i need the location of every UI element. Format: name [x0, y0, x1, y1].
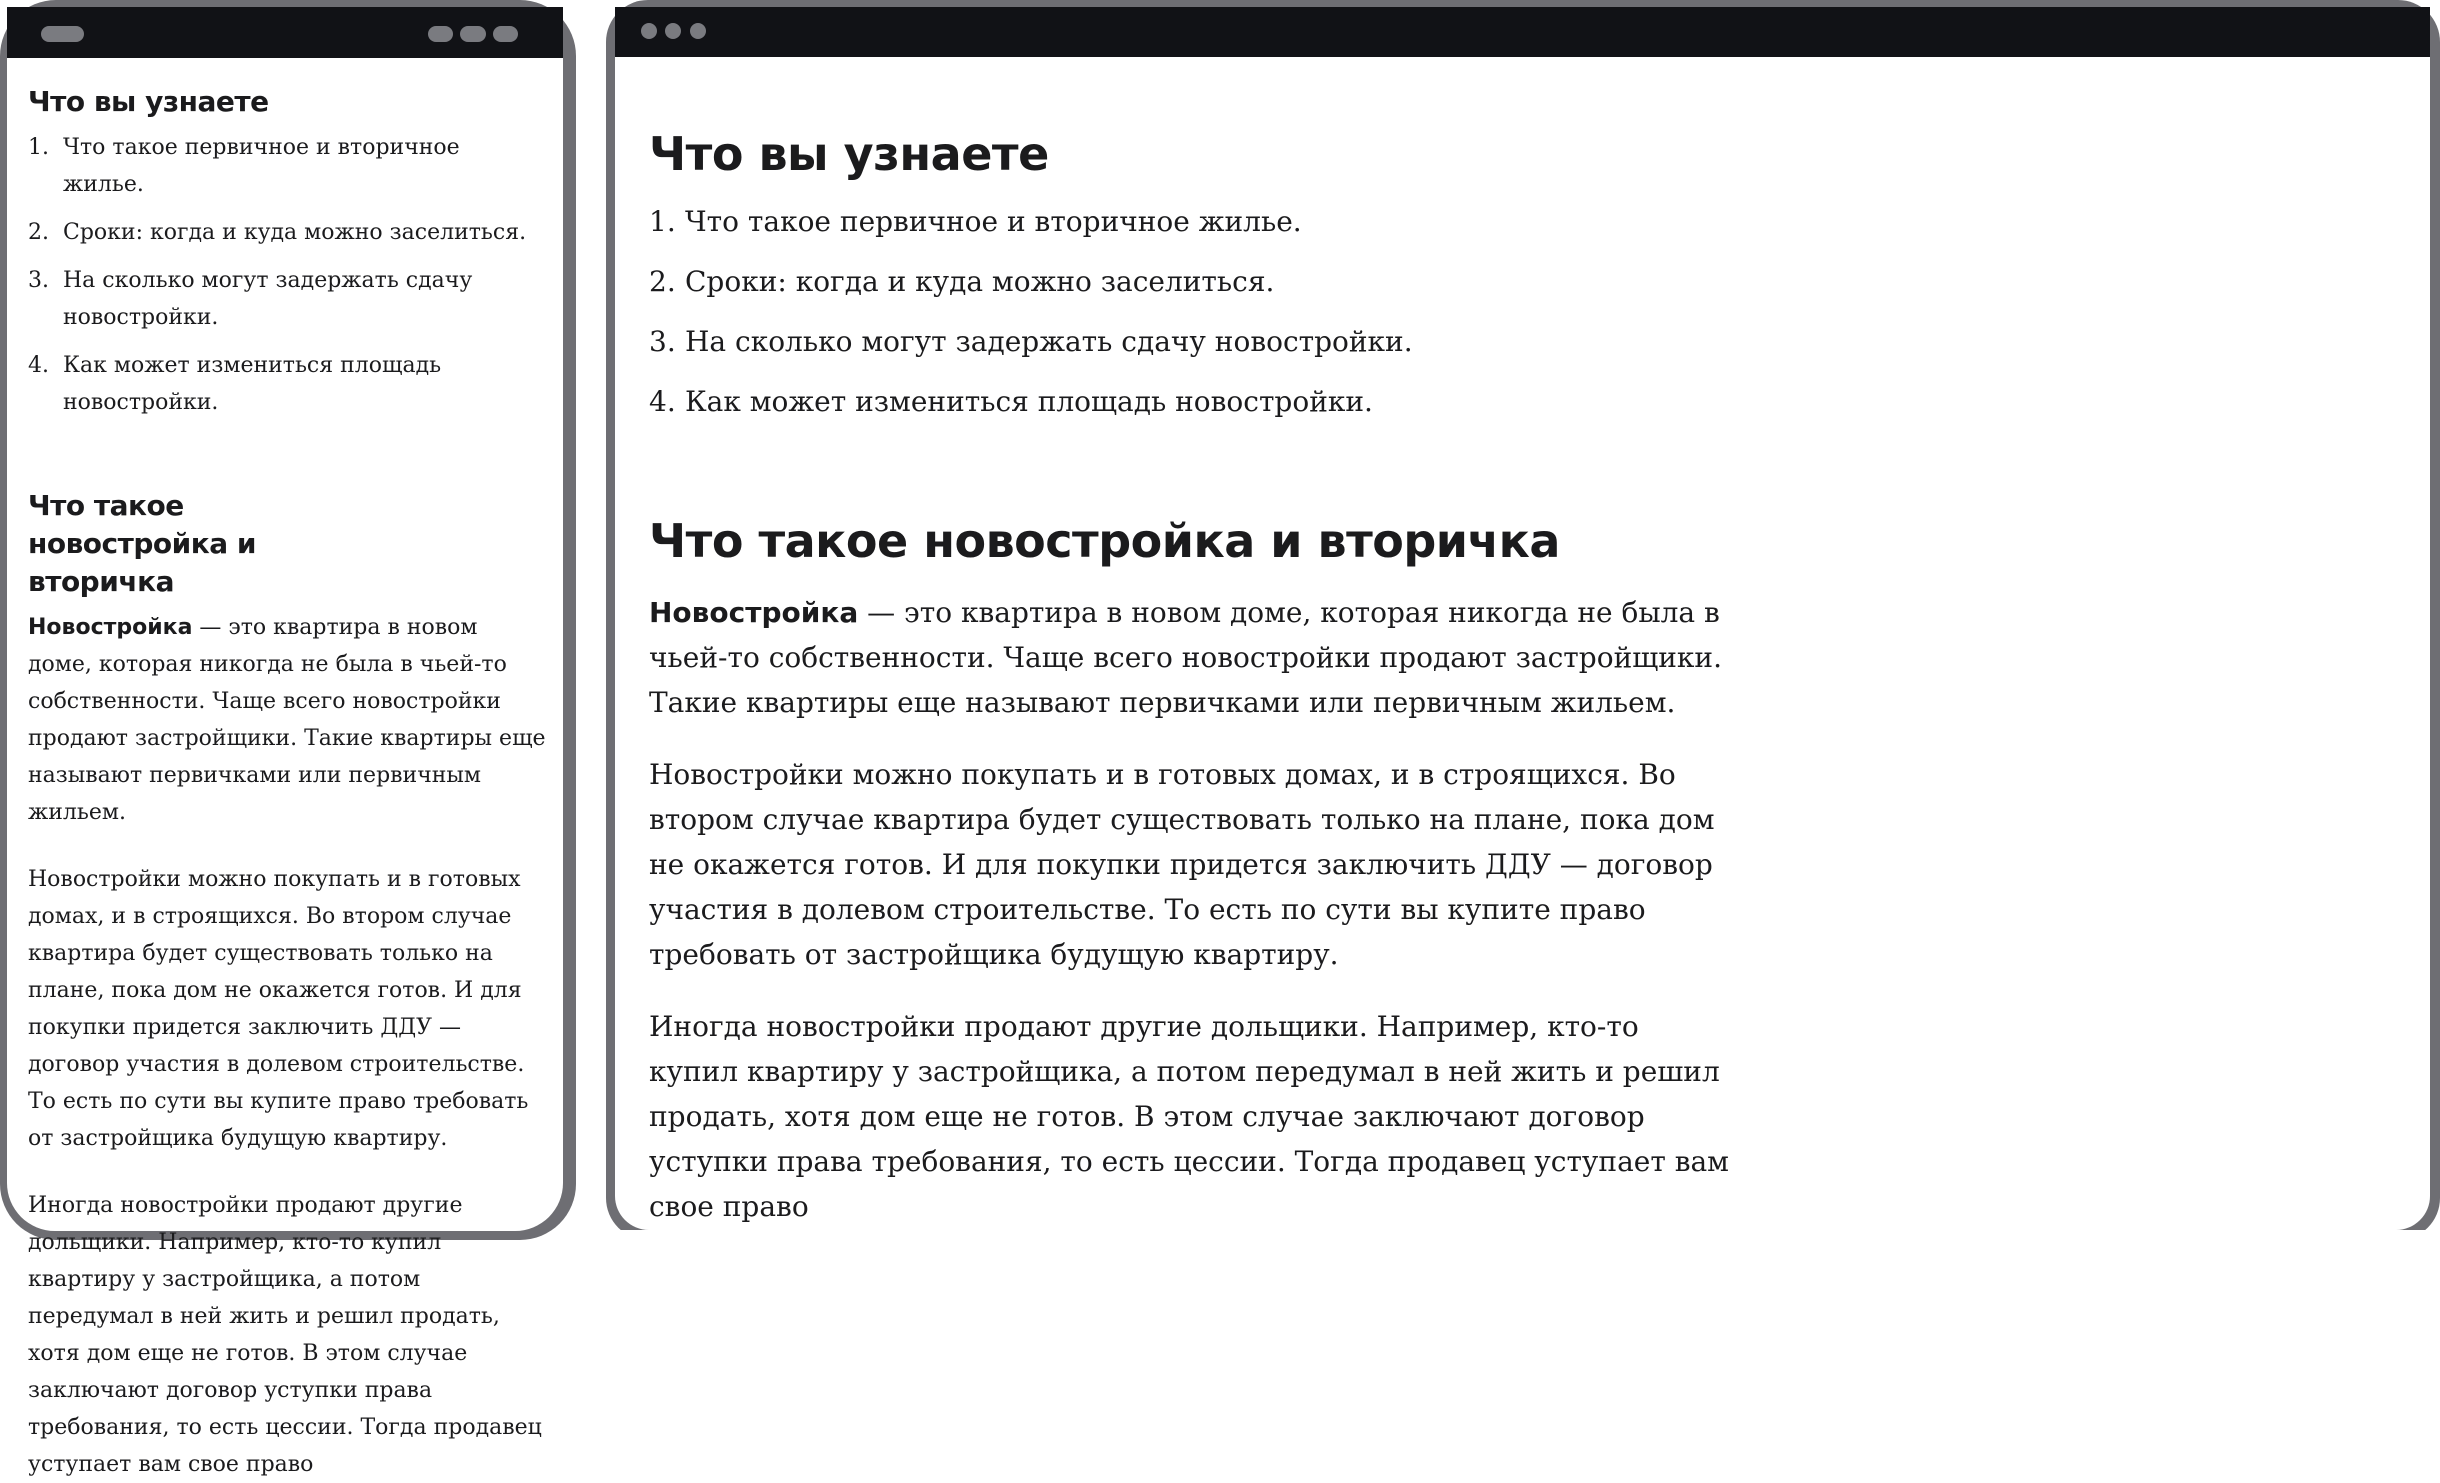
paragraph-1-text: — это квартира в новом доме, которая никогда не была в чьей-то собственности. Чаще всего новостройки продают застройщики. Такие квартиры еще называют первичками или первичным жильем.: [649, 596, 1722, 719]
bottom-mask: [606, 1230, 2440, 1240]
mobile-status-bar: [7, 7, 563, 58]
section-title: Что такое новостройка и вторичка: [28, 489, 257, 598]
paragraph-2: Новостройки можно покупать и в готовых домах, и в строящихся. Во втором случае квартира будет существовать только на плане, пока дом не окажется готов. И для покупки придется заключить ДДУ — договор участия в долевом строительстве. То есть по сути вы купите право требовать от застройщика будущую квартиру.: [28, 867, 529, 1151]
desktop-article: [649, 123, 1799, 1223]
toc-list: [649, 199, 1799, 425]
toc-item[interactable]: [649, 319, 1799, 365]
toc-item-number: 1.: [649, 205, 676, 238]
toc-item-number: 2.: [649, 265, 676, 298]
toc-item[interactable]: [649, 379, 1799, 425]
status-pill-icon: [460, 26, 486, 42]
section-title: Что такое новостройка и вторичка: [649, 514, 1560, 568]
toc-item-number: 3.: [28, 268, 49, 293]
toc-item-number: 4.: [28, 353, 49, 378]
mobile-article: [28, 83, 548, 1477]
toc-item[interactable]: [28, 214, 543, 251]
toc-item[interactable]: [28, 129, 543, 203]
window-dot-icon[interactable]: [690, 23, 706, 39]
toc-item[interactable]: [28, 262, 543, 336]
paragraph-3: Иногда новостройки продают другие дольщики. Например, кто-то купил квартиру у застройщика, а потом передумал в ней жить и решил продать, хотя дом еще не готов. В этом случае заключают договор уступки права требования, то есть цессии. Тогда продавец уступает вам свое право: [28, 1193, 542, 1477]
toc-item-text[interactable]: Сроки: когда и куда можно заселиться.: [63, 220, 527, 245]
toc-item-text[interactable]: На сколько могут задержать сдачу новостройки.: [685, 325, 1413, 358]
toc-item-text[interactable]: Сроки: когда и куда можно заселиться.: [685, 265, 1275, 298]
mobile-device-frame: [0, 0, 576, 1477]
toc-item-text[interactable]: Что такое первичное и вторичное жилье.: [685, 205, 1302, 238]
status-pill-icon: [428, 26, 453, 42]
toc-item-text[interactable]: Как может измениться площадь новостройки.: [685, 385, 1373, 418]
mobile-screen: [7, 7, 563, 1477]
toc-item-number: 2.: [28, 220, 49, 245]
toc-list: [28, 129, 548, 421]
toc-item[interactable]: [649, 199, 1799, 245]
toc-item[interactable]: [649, 259, 1799, 305]
paragraph-1: [28, 609, 548, 831]
toc-item-number: 1.: [28, 135, 49, 160]
toc-item-number: 3.: [649, 325, 676, 358]
toc-item-number: 4.: [649, 385, 676, 418]
browser-title-bar: [615, 7, 2430, 57]
window-dot-icon[interactable]: [641, 23, 657, 39]
paragraph-1: [649, 590, 1729, 725]
paragraph-3: Иногда новостройки продают другие дольщики. Например, кто-то купил квартиру у застройщика, а потом передумал в ней жить и решил продать, хотя дом еще не готов. В этом случае заключают договор уступки права требования, то есть цессии. Тогда продавец уступает вам свое право: [649, 1010, 1729, 1223]
paragraph-lead-term: Новостройка: [649, 596, 859, 629]
paragraph-1-text: — это квартира в новом доме, которая никогда не была в чьей-то собственности. Чаще всего новостройки продают застройщики. Такие квартиры еще называют первичками или первичным жильем.: [28, 615, 546, 825]
status-pill-icon: [493, 26, 518, 42]
toc-item-text[interactable]: Что такое первичное и вторичное жилье.: [63, 135, 460, 197]
window-dot-icon[interactable]: [665, 23, 681, 39]
paragraph-lead-term: Новостройка: [28, 615, 193, 640]
toc-item[interactable]: [28, 347, 543, 421]
toc-title: Что вы узнаете: [649, 127, 1049, 181]
paragraph-2: Новостройки можно покупать и в готовых домах, и в строящихся. Во втором случае квартира будет существовать только на плане, пока дом не окажется готов. И для покупки придется заключить ДДУ — договор участия в долевом строительстве. То есть по сути вы купите право требовать от застройщика будущую квартиру.: [649, 758, 1715, 971]
toc-item-text[interactable]: Как может измениться площадь новостройки.: [63, 353, 442, 415]
toc-item-text[interactable]: На сколько могут задержать сдачу новостройки.: [63, 268, 473, 330]
toc-title: Что вы узнаете: [28, 85, 269, 118]
status-pill-icon: [41, 26, 84, 42]
